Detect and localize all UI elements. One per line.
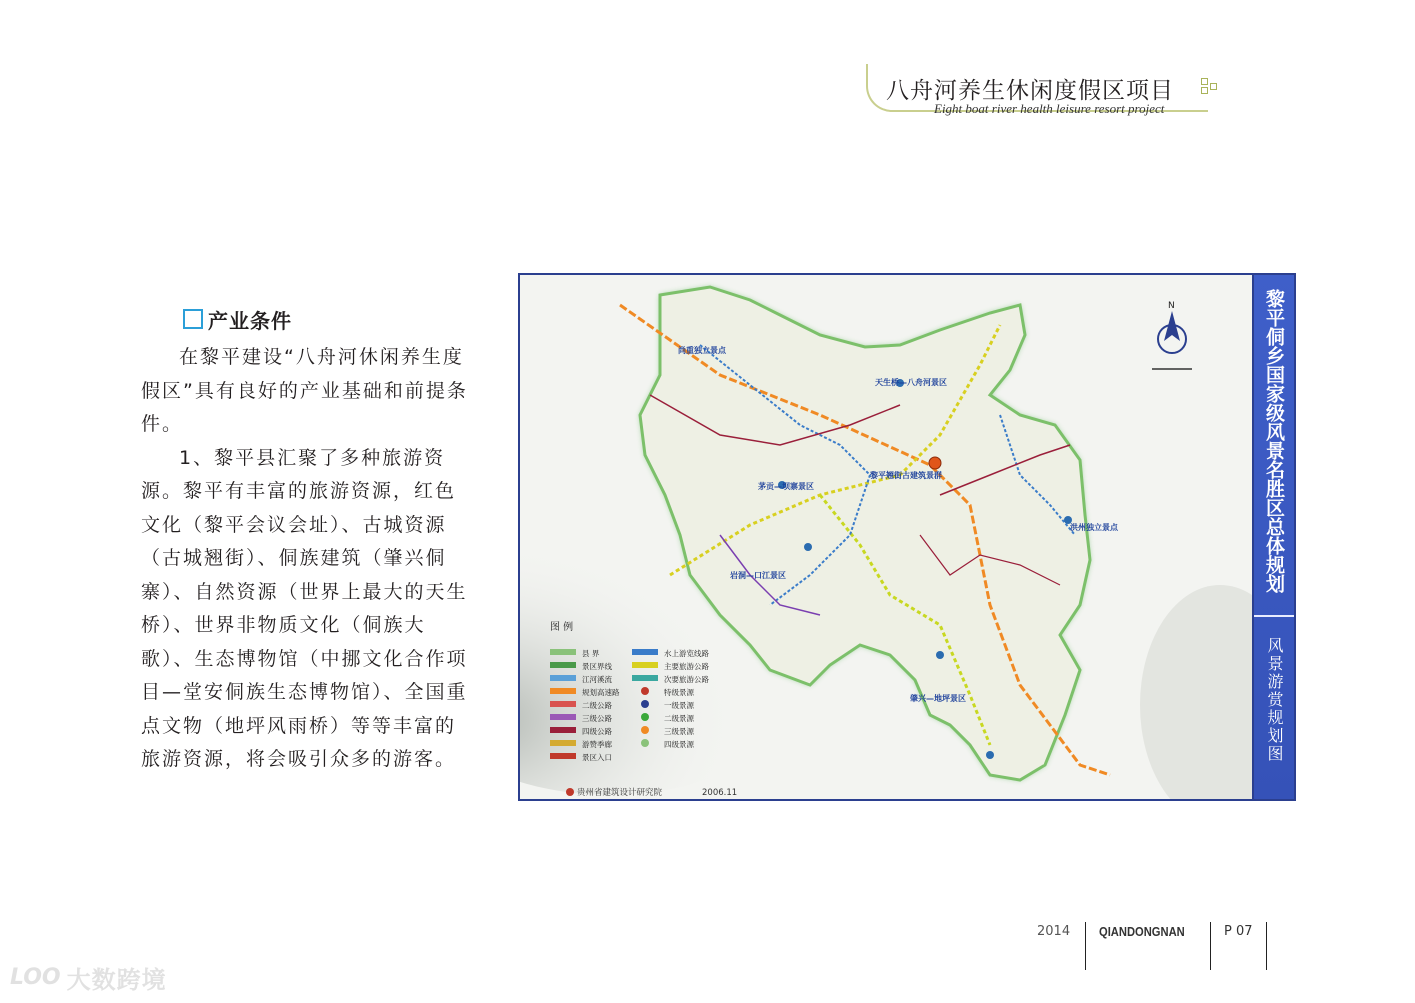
header-subtitle: Eight boat river health leisure resort project (934, 101, 1165, 116)
institute-logo-icon (566, 788, 574, 796)
scenic-dot (804, 543, 812, 551)
north-label: N (1168, 301, 1175, 311)
square-dots-icon (1201, 78, 1223, 94)
footer-divider (1210, 922, 1211, 970)
scenic-dot (986, 751, 994, 759)
footer-year: 2014 (1037, 924, 1071, 939)
area-label: 洪州独立景点 (1070, 523, 1118, 532)
paragraph-resources: 1、黎平县汇聚了多种旅游资源。黎平有丰富的旅游资源，红色文化（黎平会议会址）、古城资源（古城翘街）、侗族建筑（肇兴侗寨）、自然资源（世界上最大的天生桥）、世界非物质文化（侗族大歌）、生态博物馆（中挪文化合作项目—堂安侗族生态博物馆）、全国重点文物（地坪风雨桥）等等丰富的旅游资源，将会吸引众多的游客。 (141, 446, 468, 770)
area-label: 天生桥—八舟河景区 (875, 378, 947, 387)
page-header (862, 60, 1222, 115)
map-credit (566, 786, 737, 798)
legend-item: 县 界 (582, 649, 600, 658)
area-label: 黎平翘街古建筑景群 (870, 471, 942, 480)
legend-item: 一级景源 (664, 701, 694, 710)
legend-item: 水上游览线路 (664, 649, 709, 658)
legend-item: 景区界线 (582, 662, 612, 671)
map-drawing (520, 275, 1256, 799)
map-date: 2006.11 (702, 788, 738, 798)
legend-item: 二级公路 (582, 701, 612, 710)
body-text (141, 341, 471, 777)
legend-item: 二级景源 (664, 714, 694, 723)
section-heading-text: 产业条件 (208, 308, 292, 333)
scenic-dot (936, 651, 944, 659)
footer-divider (1085, 922, 1086, 970)
map-side-panel (1252, 275, 1294, 799)
legend-item: 江河溪流 (582, 675, 612, 684)
legend-item: 景区入口 (582, 753, 612, 762)
legend-item: 次要旅游公路 (664, 675, 709, 684)
square-bullet-icon (183, 309, 203, 329)
watermark-text: 大数跨境 (66, 966, 167, 994)
legend-item: 四级公路 (582, 727, 612, 736)
footer-brand: QIANDONGNAN (1099, 924, 1185, 939)
side-divider (1254, 615, 1294, 617)
legend-item: 四级景源 (664, 740, 694, 749)
area-label: 茅贡—坝寨景区 (758, 482, 814, 491)
legend-title: 图 例 (550, 622, 574, 633)
watermark (10, 960, 167, 995)
legend-item: 游赞季廊 (582, 740, 612, 749)
planning-map (518, 273, 1296, 801)
page-number: P 07 (1224, 924, 1253, 939)
county-seat-marker (929, 457, 941, 469)
header-title: 八舟河养生休闲度假区项目 (886, 78, 1174, 104)
area-label: 尚重独立景点 (678, 346, 726, 355)
map-side-title: 黎平侗乡国家级风景名胜区总体规划 (1263, 289, 1285, 593)
map-credit-text: 贵州省建筑设计研究院 (577, 788, 663, 798)
legend-item: 三级公路 (582, 714, 612, 723)
area-label: 岩洞—口江景区 (730, 571, 786, 580)
paragraph-intro: 在黎平建设“八舟河休闲养生度假区”具有良好的产业基础和前提条件。 (141, 346, 468, 435)
map-side-subtitle: 风景游赏规划图 (1265, 637, 1284, 763)
section-heading (183, 306, 292, 332)
legend-item: 主要旅游公路 (664, 662, 709, 671)
legend-item: 特级景源 (664, 688, 694, 697)
legend-item: 三级景源 (664, 727, 694, 736)
watermark-logo-icon: LOO (10, 965, 61, 990)
area-label: 肇兴—地坪景区 (910, 694, 966, 703)
footer-divider (1266, 922, 1267, 970)
legend-item: 规划高速路 (582, 688, 620, 697)
